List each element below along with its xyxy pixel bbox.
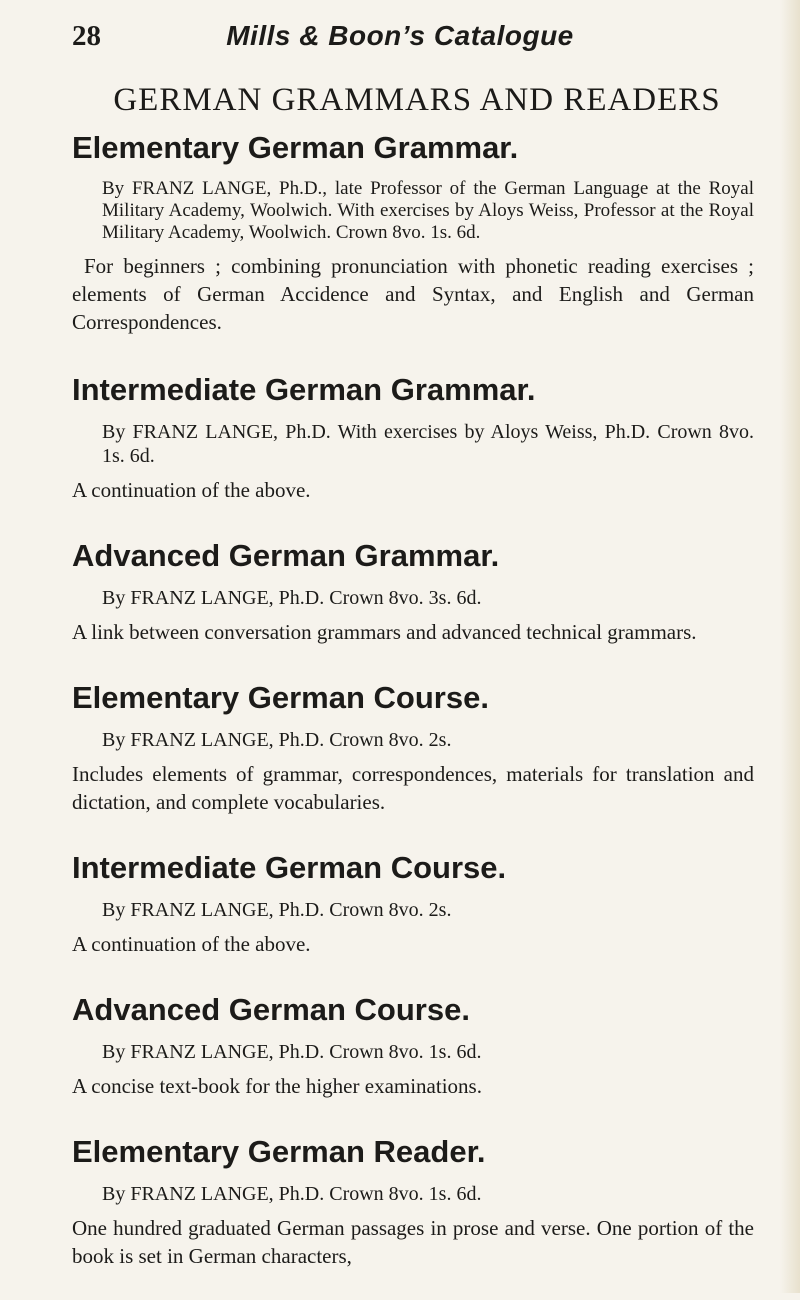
running-head [0,20,800,56]
entry-byline: By FRANZ LANGE, Ph.D. Crown 8vo. 2s. [102,899,452,921]
entry-title: Intermediate German Course. [72,850,507,885]
entry-title: Intermediate German Grammar. [72,372,536,407]
entry-description: A concise text-book for the higher examinations. [72,1074,482,1098]
entry-description: For beginners ; combining pronunciation with phonetic reading exercises ; elements of German Accidence and Syntax, and English and German Correspondences. [72,254,754,334]
entry-title: Elementary German Grammar. [72,130,519,165]
entry-advanced-grammar [72,536,754,646]
page-number: 28 [72,20,101,52]
entry-intermediate-course [72,848,754,958]
entry-description: One hundred graduated German passages in prose and verse. One portion of the book is set in German characters, [72,1216,754,1268]
entry-description: Includes elements of grammar, correspondences, materials for translation and dictation, and complete vocabularies. [72,762,754,814]
entry-intermediate-grammar [72,370,754,504]
entry-byline: By FRANZ LANGE, Ph.D. With exercises by Aloys Weiss, Ph.D. Crown 8vo. 1s. 6d. [102,421,754,467]
entry-description: A continuation of the above. [72,478,311,502]
entry-byline: By FRANZ LANGE, Ph.D. Crown 8vo. 1s. 6d. [102,1041,482,1063]
entry-elementary-reader [72,1132,754,1270]
entry-elementary-course [72,678,754,816]
entry-title: Elementary German Reader. [72,1134,486,1169]
entry-title: Advanced German Course. [72,992,470,1027]
page-edge-shadow [780,0,800,1293]
entry-byline: By FRANZ LANGE, Ph.D. Crown 8vo. 1s. 6d. [102,1183,482,1205]
catalogue-title: Mills & Boon’s Catalogue [226,20,574,51]
section-title: GERMAN GRAMMARS AND READERS [113,82,721,118]
entry-title: Elementary German Course. [72,680,489,715]
entry-list [72,128,754,1300]
entry-byline: By FRANZ LANGE, Ph.D. Crown 8vo. 3s. 6d. [102,587,482,609]
entry-title: Advanced German Grammar. [72,538,500,573]
entry-byline: By FRANZ LANGE, Ph.D., late Professor of the German Language at the Royal Military Academy, Woolwich. With exercises by Aloys Weiss, Professor at the Royal Military Academy, Woolwich. Crown 8vo. 1s. 6d. [102,178,754,243]
entry-byline: By FRANZ LANGE, Ph.D. Crown 8vo. 2s. [102,729,452,751]
entry-elementary-grammar [72,128,754,336]
entry-advanced-course [72,990,754,1100]
entry-description: A continuation of the above. [72,932,311,956]
entry-description: A link between conversation grammars and advanced technical grammars. [72,620,697,644]
